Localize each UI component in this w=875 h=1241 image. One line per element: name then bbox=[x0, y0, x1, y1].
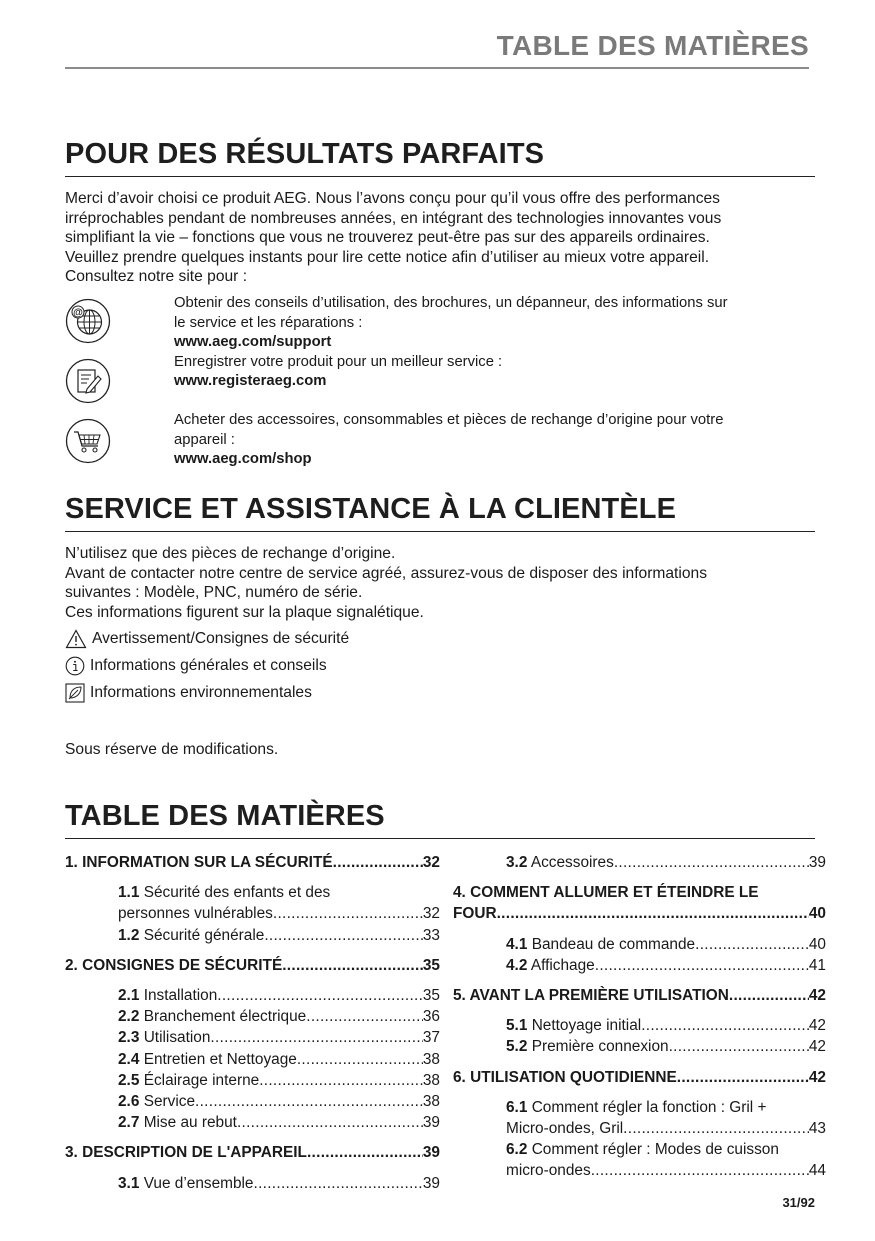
running-header: TABLE DES MATIÈRES bbox=[496, 30, 809, 61]
section-title-results: POUR DES RÉSULTATS PARFAITS bbox=[65, 138, 815, 177]
intro-line: simplifiant la vie – fonctions que vous ne trouverez peut-être pas sur des appareils ordinaires. bbox=[65, 229, 710, 247]
register-text: Enregistrer votre produit pour un meilleur service : bbox=[174, 353, 503, 370]
toc-right-column bbox=[453, 852, 826, 1182]
web-globe-icon bbox=[65, 298, 111, 344]
toc-entry-1-1[interactable]: 1.1 Sécurité des enfants et des bbox=[118, 884, 331, 902]
toc-entry-2-1[interactable]: 2.1 Installation ..... 35 bbox=[65, 985, 440, 1006]
support-url-link[interactable]: www.aeg.com/support bbox=[174, 334, 332, 350]
toc-entry-2-7[interactable]: 2.7 Mise au rebut ..... 39 bbox=[65, 1112, 440, 1133]
section-title-service: SERVICE ET ASSISTANCE À LA CLIENTÈLE bbox=[65, 493, 815, 532]
toc-entry-4[interactable]: 4. COMMENT ALLUMER ET ÉTEINDRE LE bbox=[453, 884, 759, 902]
legend-info bbox=[65, 656, 327, 676]
toc-entry-2-5[interactable]: 2.5 Éclairage interne ..... 38 bbox=[65, 1070, 440, 1091]
toc-entry-5-1[interactable]: 5.1 Nettoyage initial ..... 42 bbox=[453, 1015, 826, 1036]
warning-triangle-icon bbox=[65, 629, 87, 649]
support-text: le service et les réparations : bbox=[174, 314, 363, 331]
service-line: Ces informations figurent sur la plaque signalétique. bbox=[65, 603, 424, 621]
shop-url-link[interactable]: www.aeg.com/shop bbox=[174, 451, 312, 467]
support-text: Obtenir des conseils d’utilisation, des brochures, un dépanneur, des informations sur bbox=[174, 295, 728, 311]
legend-label: Informations environnementales bbox=[90, 684, 312, 701]
modification-note-text: Sous réserve de modifications. bbox=[65, 741, 279, 758]
toc-entry-2[interactable]: 2. CONSIGNES DE SÉCURITÉ ..... 35 bbox=[65, 955, 440, 976]
toc-entry-2-4[interactable]: 2.4 Entretien et Nettoyage ..... 38 bbox=[65, 1049, 440, 1070]
intro-line: irréprochables pendant de nombreuses années, en intégrant des technologies innovantes vous bbox=[65, 209, 722, 227]
toc-title: TABLE DES MATIÈRES bbox=[65, 800, 815, 839]
shop-text: appareil : bbox=[174, 431, 235, 448]
modification-note bbox=[65, 740, 825, 760]
svg-text:@: @ bbox=[73, 307, 83, 319]
intro-line: Veuillez prendre quelques instants pour lire cette notice afin d’utiliser au mieux votre appareil. bbox=[65, 248, 710, 266]
intro-paragraph bbox=[65, 189, 825, 287]
toc-entry-6-1[interactable]: 6.1 Comment régler la fonction : Gril + bbox=[506, 1098, 767, 1116]
shop-text: Acheter des accessoires, consommables et pièces de rechange d’origine pour votre bbox=[174, 412, 724, 428]
service-line: N’utilisez que des pièces de rechange d’origine. bbox=[65, 545, 396, 562]
legend-environment bbox=[65, 683, 312, 703]
register-url-link[interactable]: www.registeraeg.com bbox=[174, 373, 327, 389]
leaf-icon bbox=[65, 683, 85, 703]
page-number: 31/92 bbox=[782, 1195, 815, 1210]
toc-entry-1-2[interactable]: 1.2 Sécurité générale ..... 33 bbox=[65, 925, 440, 946]
support-link-block bbox=[174, 294, 824, 392]
intro-line: Consultez notre site pour : bbox=[65, 268, 248, 286]
toc-entry-2-6[interactable]: 2.6 Service ..... 38 bbox=[65, 1091, 440, 1112]
toc-entry-6[interactable]: 6. UTILISATION QUOTIDIENNE ..... 42 bbox=[453, 1067, 826, 1088]
toc-entry-6-2-cont[interactable]: micro-ondes ..... 44 bbox=[453, 1160, 826, 1181]
info-circle-icon bbox=[65, 656, 85, 676]
shop-link-block bbox=[174, 411, 824, 470]
intro-line: Merci d’avoir choisi ce produit AEG. Nous l’avons conçu pour qu’il vous offre des performances bbox=[65, 190, 720, 207]
toc-entry-1-1-cont[interactable]: personnes vulnérables ..... 32 bbox=[65, 903, 440, 924]
legend-label: Informations générales et conseils bbox=[90, 657, 327, 674]
toc-entry-2-2[interactable]: 2.2 Branchement électrique ..... 36 bbox=[65, 1006, 440, 1027]
toc-entry-5[interactable]: 5. AVANT LA PREMIÈRE UTILISATION ..... 42 bbox=[453, 985, 826, 1006]
shopping-cart-icon bbox=[65, 418, 111, 464]
service-line: Avant de contacter notre centre de service agréé, assurez-vous de disposer des informations bbox=[65, 564, 708, 582]
toc-entry-3[interactable]: 3. DESCRIPTION DE L'APPAREIL ..... 39 bbox=[65, 1142, 440, 1163]
register-document-icon bbox=[65, 358, 111, 404]
header-rule bbox=[65, 67, 809, 69]
toc-entry-4-2[interactable]: 4.2 Affichage ..... 41 bbox=[453, 955, 826, 976]
toc-entry-3-1[interactable]: 3.1 Vue d’ensemble ..... 39 bbox=[65, 1173, 440, 1194]
toc-entry-2-3[interactable]: 2.3 Utilisation ..... 37 bbox=[65, 1027, 440, 1048]
toc-entry-6-1-cont[interactable]: Micro-ondes, Gril ..... 43 bbox=[453, 1118, 826, 1139]
toc-entry-5-2[interactable]: 5.2 Première connexion ..... 42 bbox=[453, 1036, 826, 1057]
legend-warning bbox=[65, 629, 349, 649]
toc-entry-4-cont[interactable]: FOUR ..... 40 bbox=[453, 903, 826, 924]
toc-left-column bbox=[65, 852, 440, 1194]
toc-entry-4-1[interactable]: 4.1 Bandeau de commande ..... 40 bbox=[453, 934, 826, 955]
service-paragraph bbox=[65, 544, 825, 622]
toc-entry-6-2[interactable]: 6.2 Comment régler : Modes de cuisson bbox=[506, 1141, 779, 1159]
service-line: suivantes : Modèle, PNC, numéro de série. bbox=[65, 584, 363, 602]
legend-label: Avertissement/Consignes de sécurité bbox=[92, 630, 350, 647]
toc-entry-3-2[interactable]: 3.2 Accessoires ..... 39 bbox=[453, 852, 826, 873]
toc-entry-1[interactable]: 1. INFORMATION SUR LA SÉCURITÉ ..... 32 bbox=[65, 852, 440, 873]
